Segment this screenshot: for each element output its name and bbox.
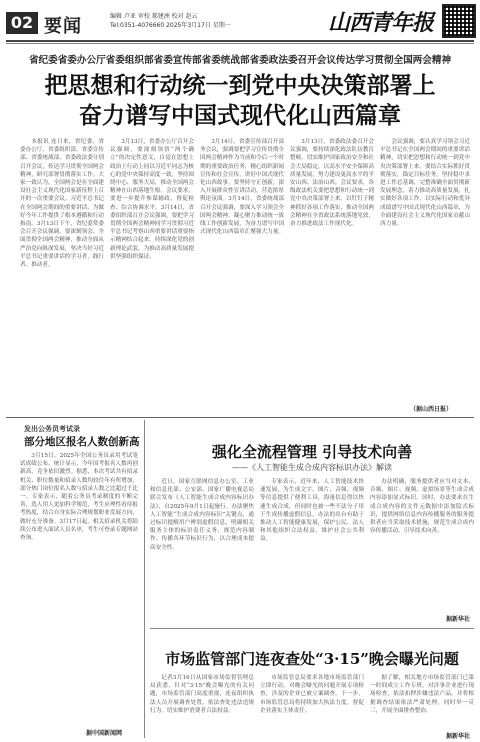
story3-column-3: 据了解，相关地方市场监管部门已第一时间成立工作专班，对涉事企业进行现场检查，依法扣押涉嫌违法产品，并将根据调查结果依法严肃处理，同时举一反三，开展全面排查整治。 [370,675,474,714]
sidebar-headline: 部分地区报名人数创新高 [24,436,140,448]
story2-headline: 强化全流程管理 引导技术向善 [211,443,413,461]
story2-column-2: 专家表示，近年来，人工智能技术快速发展，为生成文字、图片、音频、视频等信息提供了便利工具，海量信息得以快速生成合成，但同时也被一些不法分子用于生成传播虚假信息。办法的出台有助于推动人工智能健康发展，保护公民、法人和其他组织合法权益，维护社会公共利益。 [260,479,364,543]
section-divider [6,417,474,418]
masthead-rule-thin [6,43,474,44]
story2-column-1: 近日，国家互联网信息办公室、工业和信息化部、公安部、国家广播电视总局联合发布《人工智能生成合成内容标识办法》，自2025年9月1日起施行。办法聚焦人工智能“生成合成内容标识”关键点，通过标识提醒用户辨别虚假信息，明确相关服务主体的标识责任义务，规范内容制作、传播各环节标识行为，以合理成本提高安全性。 [150,479,254,551]
page-number: 02 [6,12,38,34]
date-line: Tel:0351-4076660 2025年3月17日 星期一 [110,22,231,29]
editor-line: 编辑 卢亚 审校 郝建洲 校对 赵云 [110,13,198,20]
masthead-meta [110,12,231,30]
story3-source: 据新华社 [446,733,471,740]
story-divider [150,628,474,629]
story1-column-2: 3月13日，省委办公厅召开会议强调，要深刻领悟“两个确立”的决定性意义，自觉在思想上政治上行动上同以习近平同志为核心的党中央保持高度一致，坚持围绕中心、服务大局，推动全国两会精神在山西落地生根。会议要求，要进一步提升参谋辅政、督促检查、综合协调水平。3月14日，省委组织部召开会议强调，要把学习贯彻全国两会精神同学习贯彻习近平总书记考察山西重要讲话重要指示精神结合起来，持续深化党的创新理论武装，为推动高质量发展提供坚强组织保证。 [110,139,194,260]
story1-headline-line2: 奋力谱写中国式现代化山西篇章 [79,102,401,129]
story1-headline-line1: 把思想和行动统一到党中央决策部署上 [44,72,436,99]
story3-column-1: 记者3月16日从国家市场监督管理总局获悉，针对“3·15”晚会曝光的有关问题，市场监管部门高度重视，连夜组织执法人员开展调查处置，依法查处违法违规行为，切实维护消费者合法权益。 [150,675,254,714]
story3-headline: 市场监管部门连夜查处“3·15”晚会曝光问题 [165,650,459,668]
section-title: 要闻 [44,16,82,37]
story2-column-3: 办法明确，服务提供者应当对文本、音频、图片、视频、虚拟场景等生成合成内容添加显式标识。同时，办法要求在生成合成内容的文件元数据中添加隐式标识，提供网络信息内容传播服务的服务提供者应当采取技术措施，规范生成合成内容传播活动，引导技术向善。 [370,479,474,535]
sidebar-source: 据中国新闻网 [86,730,123,737]
story2-subhead: ——《人工智能生成合成内容标识办法》解读 [232,463,392,472]
sidebar-body: 3月15日，2025年全国公务员录用考试笔试成绩公布。统计显示，今年国考报名人数再创新高，竞争依旧激烈。据悉，本次考试共有招录机关、职位数量和招录人数均较往年有所增加，部分热门岗位报名人数与招录人数之比超过千比一。专家表示，随着公务员考录制度的不断完善，选人用人更加科学规范，考生应理性看待报考热度，结合自身实际合理规划职业发展方向，做好充分准备。3月17日起，相关招录机关将陆续公布进入面试人员名单，考生可登录专题网站查询。 [20,453,138,542]
story3-column-2: 市场监管总局要求各地市场监管部门立即行动，对晚会曝光的问题开展专项检查，涉及的企业已被立案调查。下一步，市场监管总局将持续加大执法力度，督促企业落实主体责任。 [260,675,364,714]
column-divider [144,420,145,738]
sidebar-kicker: 发出公务员考试录 [24,424,80,433]
qr-code-icon [442,4,476,38]
newspaper-logo: 山西青年报 [328,10,434,36]
story1-kicker: 省纪委省委办公厅省委组织部省委宣传部省委统战部省委政法委召开会议传达学习贯彻全国两会精神 [28,55,452,66]
masthead-rule [6,40,474,42]
story1-column-4: 3月13日，省委政法委召开会议强调，要持续深化政法队伍教育整顿，切实维护国家政治安全和社会大局稳定，以高水平安全保障高质量发展，努力建设更高水平的平安山西、法治山西。会议要求，各级政法机关要把思想和行动统一到党中央决策部署上来，以钉钉子精神抓好各项工作落实，推动全国两会精神在全省政法系统落地见效，奋力推进政法工作现代化。 [290,139,374,228]
story1-source: （据山西日报） [410,406,453,413]
story1-column-1: 本报讯 连日来，省纪委、省委办公厅、省委组织部、省委宣传部、省委统战部、省委政法委分别召开会议，传达学习贯彻全国两会精神，研究部署贯彻落实工作。大家一致认为，全国两会是在全面建设社会主义现代化国家新征程上召开的一次重要会议。习近平总书记在全国两会期间的重要讲话，为做好今年工作提供了根本遵循和行动指南。3月13日下午，省纪委常委会召开会议强调，要深刻领会、全面贯彻全国两会精神，推动全面从严治党向纵深发展，坚决当好习近平总书记重要讲话的学习者、践行者、推动者。 [20,139,104,269]
story1-column-5: 会议强调，要认真学习领会习近平总书记在全国两会期间的重要讲话精神，切实把思想和行动统一到党中央决策部署上来。要结合实际抓好贯彻落实，锚定目标任务，坚持稳中求进工作总基调，完整准确全面贯彻新发展理念，着力推动高质量发展，扎实做好各项工作，以实际行动和优异成绩谱写中国式现代化山西篇章，为全面建设社会主义现代化国家贡献山西力量。 [380,139,470,228]
story2-source: 据新华社 [446,616,471,623]
masthead [0,0,480,52]
story1-column-3: 3月14日，省委宣传部召开部务会议，强调要把学习宣传贯彻全国两会精神作为当前和今后一个时期的重要政治任务，精心组织新闻宣传和社会宣传，讲好中国式现代化山西故事。要坚持守正创新，深入开展群众性宣讲活动，营造浓厚舆论氛围。3月14日，省委统战部召开会议强调，要深入学习领会全国两会精神，凝心聚力推动统一战线工作创新发展，为奋力谱写中国式现代化山西篇章汇聚强大力量。 [200,139,284,236]
